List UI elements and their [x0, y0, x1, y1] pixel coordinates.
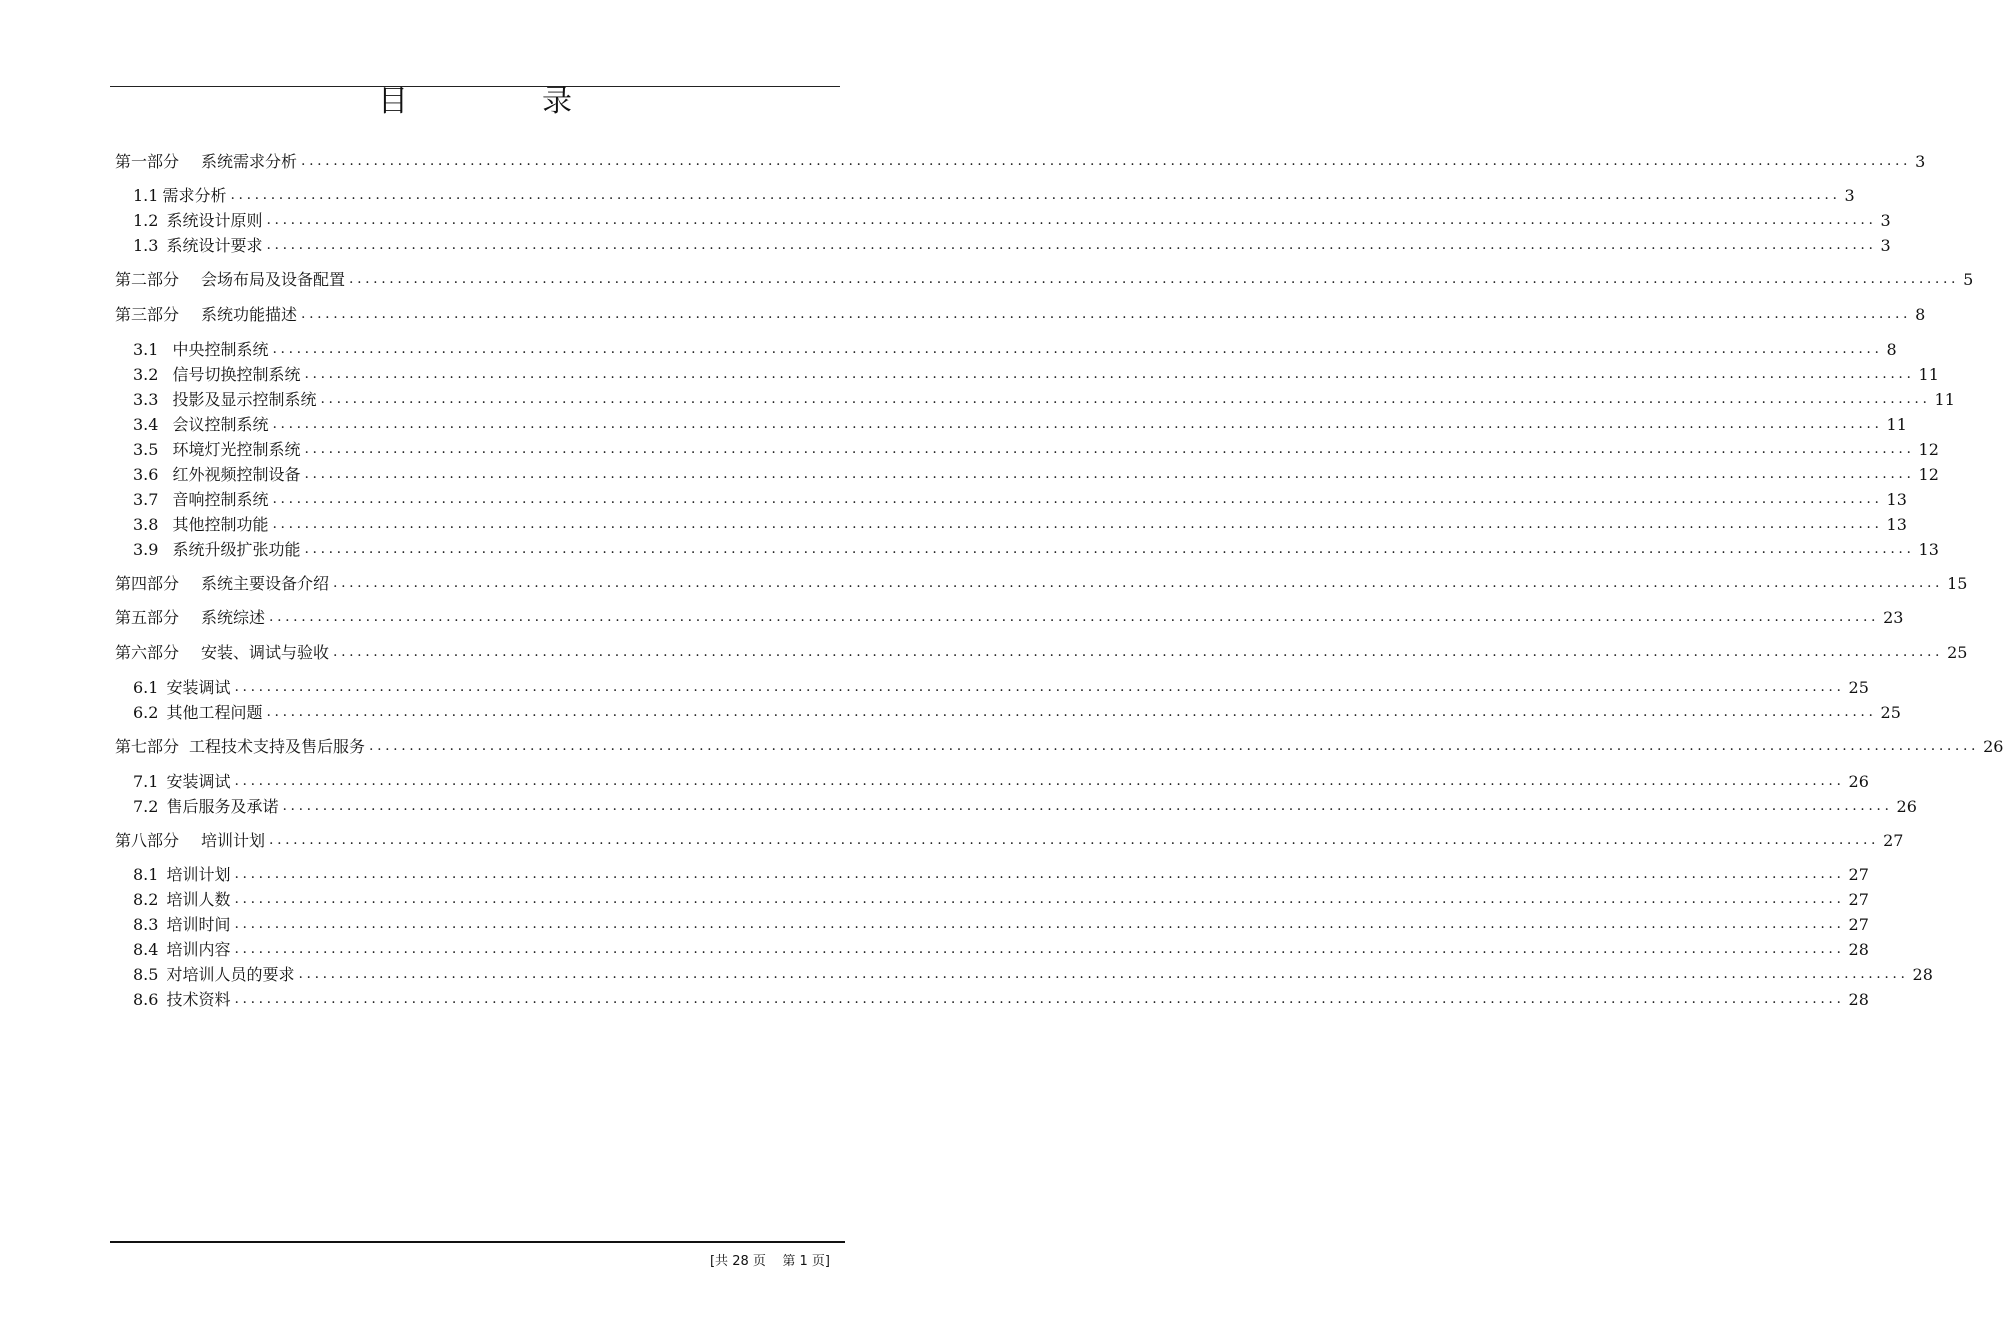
toc-page-number: 3 [1915, 152, 1926, 171]
toc-entry-number: 3.6 [133, 465, 159, 484]
toc-page-number: 25 [1848, 678, 1869, 697]
toc-page-number: 12 [1918, 465, 1939, 484]
toc-entry-title: 会场布局及设备配置 [201, 270, 346, 289]
toc-page-number: 13 [1886, 515, 1907, 534]
toc-entry-number: 6.2 [133, 703, 159, 722]
toc-page-number: 12 [1918, 440, 1939, 459]
toc-entry-number: 3.4 [133, 415, 159, 434]
toc-entry-number: 第六部分 [115, 643, 180, 662]
toc-entry-title: 培训人数 [166, 890, 231, 909]
toc-entry-title: 安装调试 [166, 678, 231, 697]
toc-leader-dots: ........................................................................................................................................................................................................ [301, 153, 1912, 169]
toc-page-number: 28 [1912, 965, 1933, 984]
toc-leader-dots: ........................................................................................................................................................................................................ [234, 916, 1845, 932]
toc-leader-dots: ........................................................................................................................................................................................................ [266, 212, 1877, 228]
toc-entry[interactable] [0, 888, 1869, 910]
toc-entry-title: 系统设计原则 [166, 211, 263, 230]
toc-leader-dots: ........................................................................................................................................................................................................ [301, 306, 1912, 322]
toc-entry-title: 信号切换控制系统 [172, 365, 301, 384]
toc-entry[interactable] [0, 438, 1939, 460]
toc-entry-title: 中央控制系统 [172, 340, 269, 359]
toc-entry[interactable] [0, 363, 1939, 385]
toc-page-number: 5 [1963, 270, 1974, 289]
toc-entry[interactable] [0, 735, 2003, 757]
toc-entry-title: 环境灯光控制系统 [172, 440, 301, 459]
toc-page-number: 28 [1848, 940, 1869, 959]
toc-entry-number: 3.2 [133, 365, 159, 384]
toc-entry-number: 3.9 [133, 540, 159, 559]
toc-entry-title: 音响控制系统 [172, 490, 269, 509]
toc-leader-dots: ........................................................................................................................................................................................................ [272, 516, 1883, 532]
toc-page-number: 26 [1896, 797, 1917, 816]
toc-leader-dots: ........................................................................................................................................................................................................ [333, 575, 1944, 591]
toc-page-number: 27 [1848, 890, 1869, 909]
toc-entry-title: 培训计划 [166, 865, 231, 884]
toc-entry-title: 培训计划 [201, 831, 266, 850]
toc-entry[interactable] [0, 701, 1901, 723]
toc-entry[interactable] [0, 338, 1897, 360]
toc-leader-dots: ........................................................................................................................................................................................................ [234, 679, 1845, 695]
toc-entry-number: 1.2 [133, 211, 159, 230]
page-footer: [共 28 页 第 1 页] [709, 1254, 830, 1269]
toc-page-number: 26 [1983, 737, 2003, 756]
page-title: 目 录 [378, 84, 624, 119]
toc-entry[interactable] [0, 641, 1968, 663]
toc-leader-dots: ........................................................................................................................................................................................................ [333, 644, 1944, 660]
toc-entry-title: 系统设计要求 [166, 236, 263, 255]
toc-entry[interactable] [0, 303, 1926, 325]
toc-page-number: 13 [1886, 490, 1907, 509]
toc-entry-title: 其他工程问题 [166, 703, 263, 722]
toc-page-number: 15 [1947, 574, 1968, 593]
toc-entry[interactable] [0, 234, 1891, 256]
toc-leader-dots: ........................................................................................................................................................................................................ [269, 832, 1880, 848]
toc-page-number: 11 [1886, 415, 1907, 434]
toc-entry[interactable] [0, 388, 1955, 410]
toc-leader-dots: ........................................................................................................................................................................................................ [266, 237, 1877, 253]
toc-entry-number: 第一部分 [115, 152, 180, 171]
toc-entry-number: 第七部分 [115, 737, 180, 756]
toc-entry-title: 其他控制功能 [172, 515, 269, 534]
toc-entry[interactable] [0, 572, 1968, 594]
toc-leader-dots: ........................................................................................................................................................................................................ [298, 966, 1909, 982]
toc-entry-title: 技术资料 [166, 990, 231, 1009]
toc-entry[interactable] [0, 209, 1891, 231]
toc-entry-number: 7.2 [133, 797, 159, 816]
toc-entry-number: 8.1 [133, 865, 159, 884]
toc-entry-title: 系统升级扩张功能 [172, 540, 301, 559]
toc-entry-number: 3.1 [133, 340, 159, 359]
toc-entry-number: 7.1 [133, 772, 159, 791]
footer-rule [110, 1241, 845, 1243]
toc-page-number: 8 [1886, 340, 1897, 359]
toc-entry-number: 8.3 [133, 915, 159, 934]
toc-page-number: 3 [1880, 211, 1891, 230]
toc-entry-number: 第三部分 [115, 305, 180, 324]
toc-leader-dots: ........................................................................................................................................................................................................ [269, 609, 1880, 625]
toc-entry[interactable] [0, 413, 1907, 435]
toc-entry[interactable] [0, 988, 1869, 1010]
toc-page-number: 28 [1848, 990, 1869, 1009]
toc-leader-dots: ........................................................................................................................................................................................................ [234, 991, 1845, 1007]
toc-entry-title: 需求分析 [162, 186, 227, 205]
toc-entry-title: 工程技术支持及售后服务 [189, 737, 366, 756]
toc-entry[interactable] [0, 829, 1904, 851]
toc-leader-dots: ........................................................................................................................................................................................................ [234, 773, 1845, 789]
toc-entry[interactable] [0, 513, 1907, 535]
toc-entry[interactable] [0, 150, 1926, 172]
toc-page-number: 27 [1848, 865, 1869, 884]
toc-entry[interactable] [0, 538, 1939, 560]
toc-entry-number: 3.8 [133, 515, 159, 534]
toc-leader-dots: ........................................................................................................................................................................................................ [304, 466, 1915, 482]
toc-page-number: 23 [1883, 608, 1904, 627]
toc-entry[interactable] [0, 770, 1869, 792]
toc-entry-title: 对培训人员的要求 [166, 965, 295, 984]
toc-entry[interactable] [0, 184, 1855, 206]
toc-leader-dots: ........................................................................................................................................................................................................ [272, 416, 1883, 432]
toc-entry-title: 安装调试 [166, 772, 231, 791]
toc-entry-number: 3.7 [133, 490, 159, 509]
toc-leader-dots: ........................................................................................................................................................................................................ [272, 491, 1883, 507]
toc-leader-dots: ........................................................................................................................................................................................................ [282, 798, 1893, 814]
toc-page-number: 25 [1947, 643, 1968, 662]
toc-entry-title: 培训内容 [166, 940, 231, 959]
toc-entry-number: 8.5 [133, 965, 159, 984]
toc-leader-dots: ........................................................................................................................................................................................................ [369, 738, 1980, 754]
toc-entry[interactable] [0, 963, 1933, 985]
toc-page-number: 26 [1848, 772, 1869, 791]
toc-entry[interactable] [0, 863, 1869, 885]
toc-entry[interactable] [0, 938, 1869, 960]
toc-leader-dots: ........................................................................................................................................................................................................ [320, 391, 1931, 407]
toc-leader-dots: ........................................................................................................................................................................................................ [234, 941, 1845, 957]
toc-entry[interactable] [0, 463, 1939, 485]
toc-leader-dots: ........................................................................................................................................................................................................ [272, 341, 1883, 357]
toc-entry-title: 培训时间 [166, 915, 231, 934]
toc-entry-title: 会议控制系统 [172, 415, 269, 434]
toc-page-number: 25 [1880, 703, 1901, 722]
toc-page-number: 3 [1844, 186, 1855, 205]
toc-page-number: 27 [1848, 915, 1869, 934]
toc-leader-dots: ........................................................................................................................................................................................................ [234, 891, 1845, 907]
toc-page-number: 11 [1934, 390, 1955, 409]
toc-entry[interactable] [0, 606, 1904, 628]
toc-leader-dots: ........................................................................................................................................................................................................ [234, 866, 1845, 882]
toc-entry-title: 售后服务及承诺 [166, 797, 279, 816]
toc-entry-number: 第八部分 [115, 831, 180, 850]
toc-entry-number: 6.1 [133, 678, 159, 697]
toc-entry-number: 3.3 [133, 390, 159, 409]
toc-page-number: 3 [1880, 236, 1891, 255]
toc-entry-number: 1.1 [133, 186, 159, 205]
toc-leader-dots: ........................................................................................................................................................................................................ [349, 271, 1960, 287]
toc-leader-dots: ........................................................................................................................................................................................................ [304, 366, 1915, 382]
toc-entry-number: 8.2 [133, 890, 159, 909]
toc-leader-dots: ........................................................................................................................................................................................................ [304, 441, 1915, 457]
toc-entry[interactable] [0, 268, 1974, 290]
toc-entry[interactable] [0, 913, 1869, 935]
toc-entry-title: 安装、调试与验收 [201, 643, 330, 662]
toc-page-number: 13 [1918, 540, 1939, 559]
toc-entry-number: 8.6 [133, 990, 159, 1009]
toc-entry-title: 系统需求分析 [201, 152, 298, 171]
toc-entry[interactable] [0, 488, 1907, 510]
toc-page-number: 11 [1918, 365, 1939, 384]
toc-leader-dots: ........................................................................................................................................................................................................ [304, 541, 1915, 557]
toc-leader-dots: ........................................................................................................................................................................................................ [230, 187, 1841, 203]
toc-entry-number: 第四部分 [115, 574, 180, 593]
toc-entry-title: 系统主要设备介绍 [201, 574, 330, 593]
toc-entry[interactable] [0, 795, 1917, 817]
toc-entry-number: 1.3 [133, 236, 159, 255]
toc-page-number: 27 [1883, 831, 1904, 850]
toc-entry-number: 3.5 [133, 440, 159, 459]
toc-entry-number: 第二部分 [115, 270, 180, 289]
toc-leader-dots: ........................................................................................................................................................................................................ [266, 704, 1877, 720]
toc-entry-number: 第五部分 [115, 608, 180, 627]
toc-entry-title: 系统功能描述 [201, 305, 298, 324]
toc-entry-title: 投影及显示控制系统 [172, 390, 317, 409]
toc-entry-title: 系统综述 [201, 608, 266, 627]
toc-entry[interactable] [0, 676, 1869, 698]
toc-page-number: 8 [1915, 305, 1926, 324]
toc-entry-number: 8.4 [133, 940, 159, 959]
toc-entry-title: 红外视频控制设备 [172, 465, 301, 484]
